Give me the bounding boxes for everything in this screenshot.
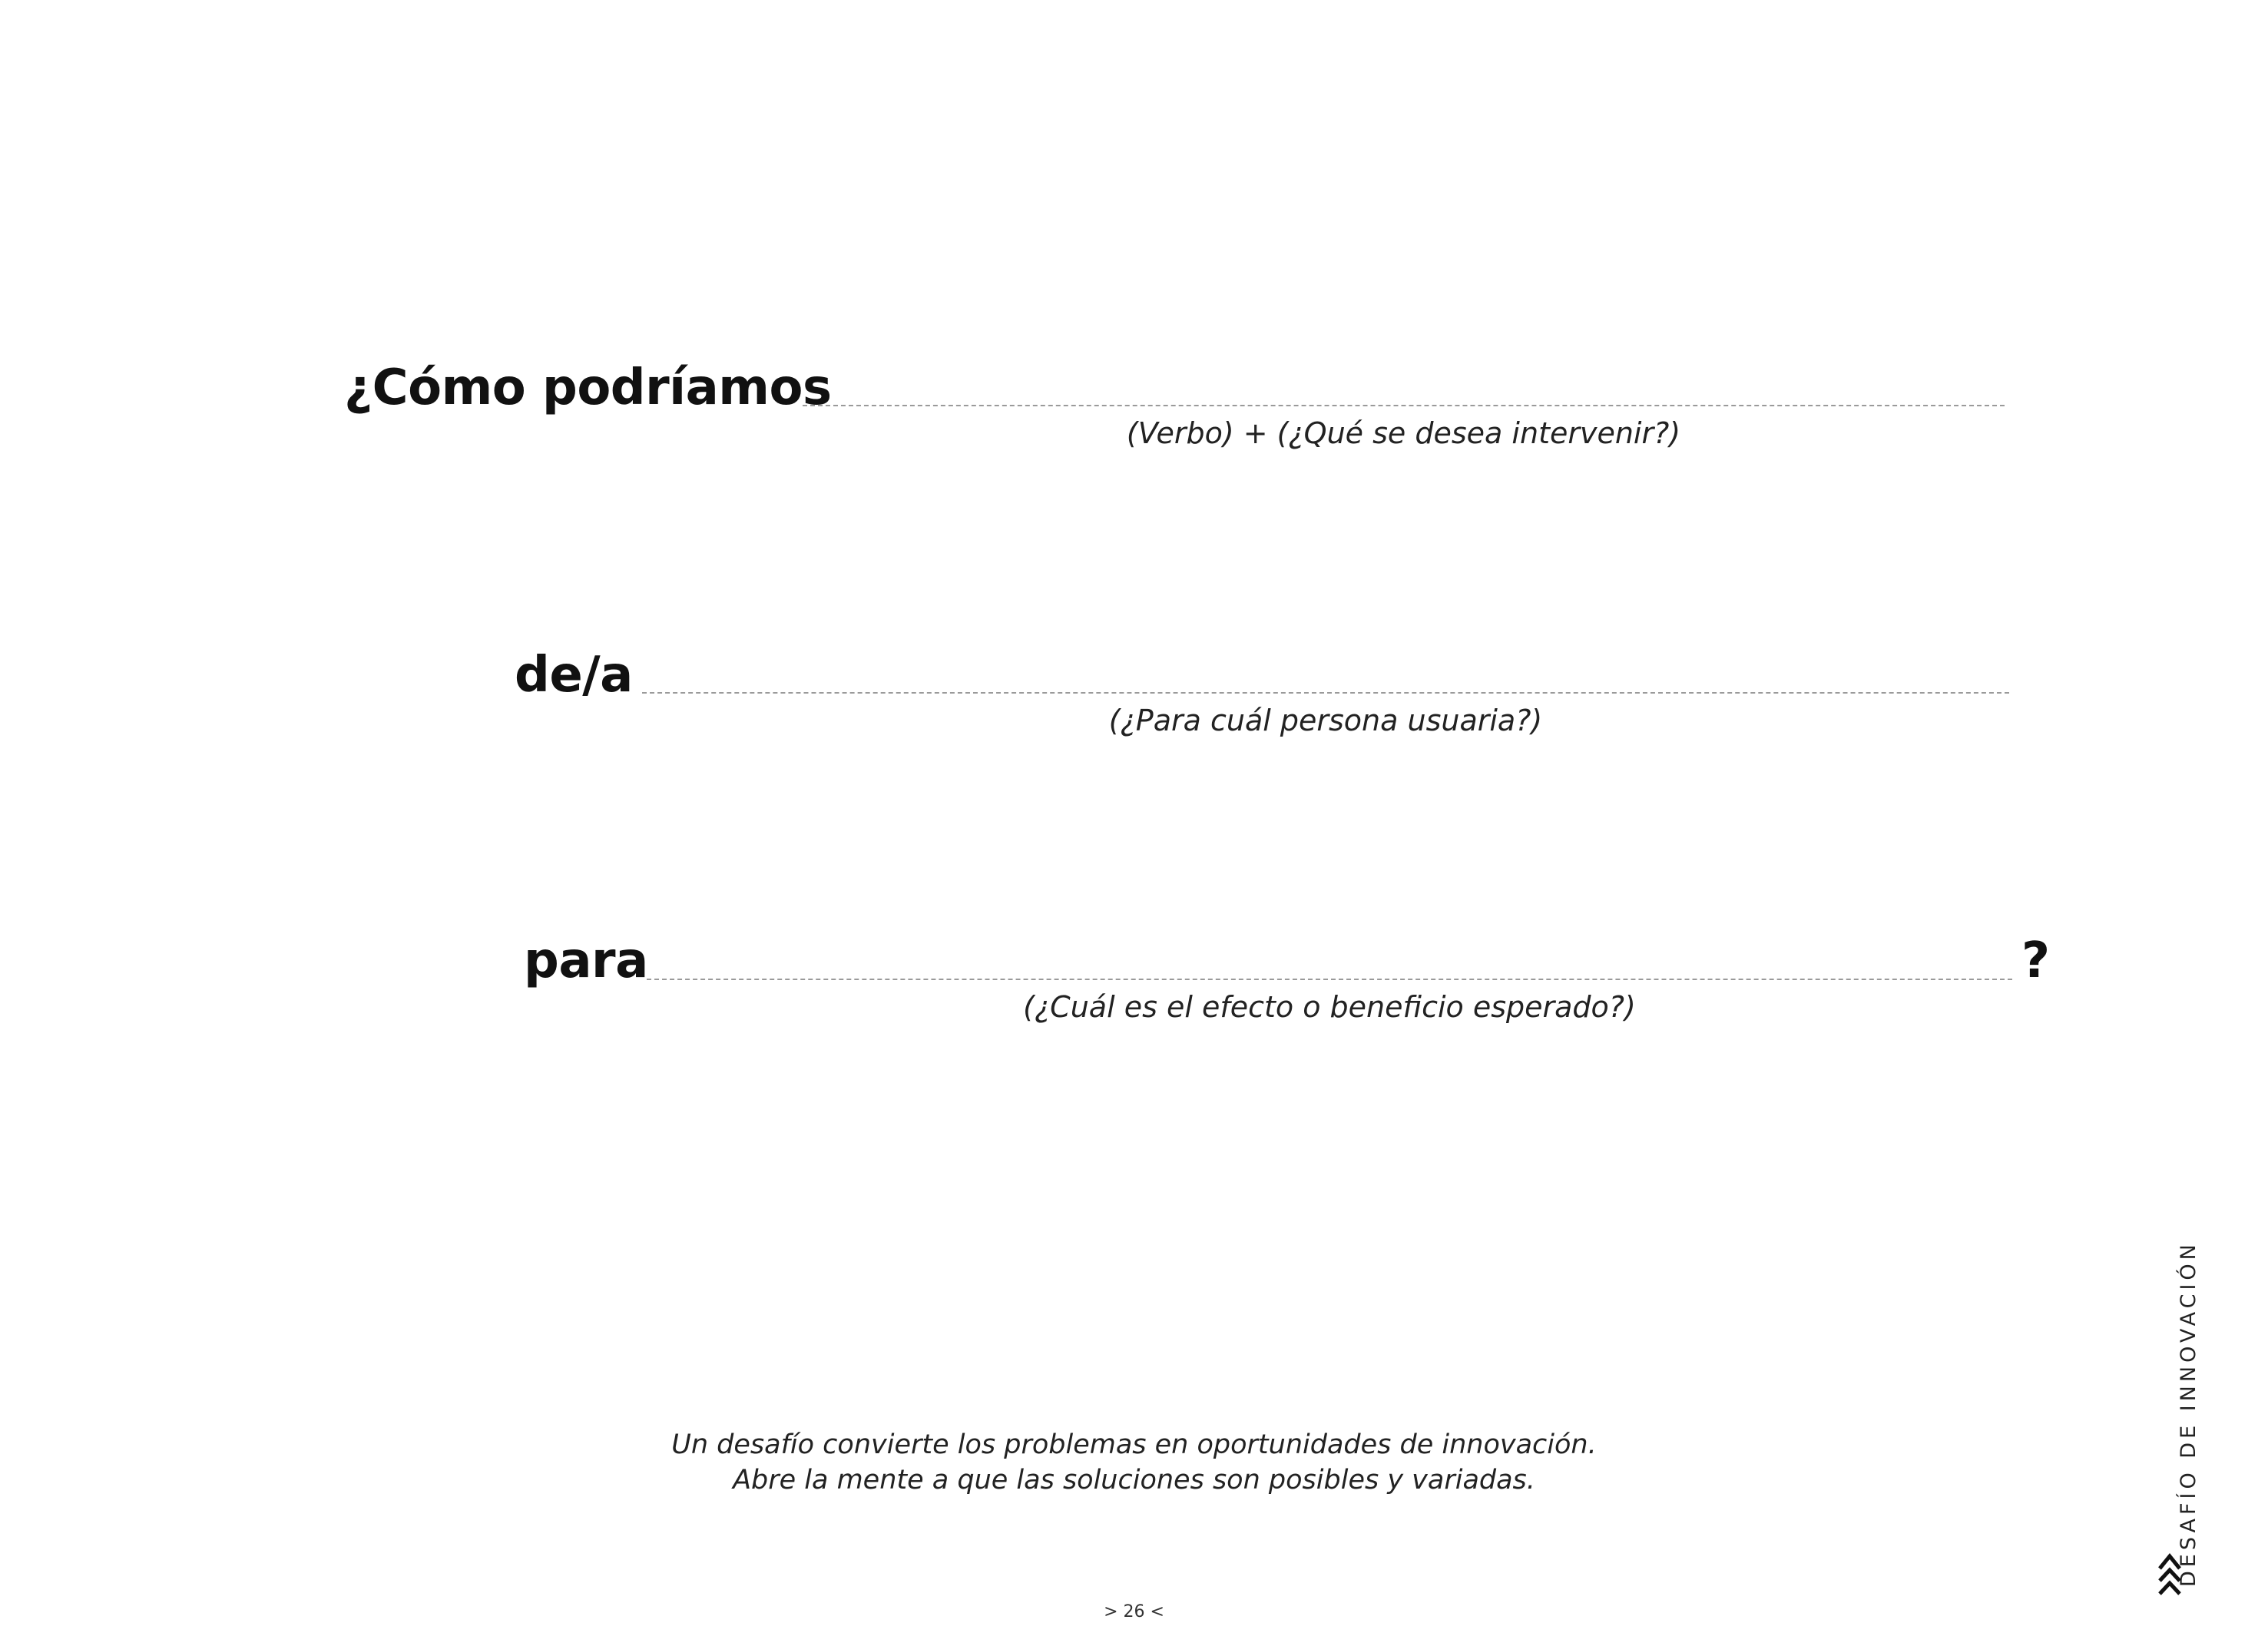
prompt-for-whom	[515, 647, 633, 704]
footer-quote-line-1: Un desafío convierte los problemas en oportunidades de innovación.	[671, 1429, 1597, 1460]
stacked-chevrons-icon	[2157, 1552, 2183, 1598]
closing-question-mark: ?	[2021, 932, 2051, 989]
prompt-label-how-might-we: ¿Cómo podríamos	[344, 359, 832, 416]
hint-user: (¿Para cuál persona usuaria?)	[1108, 704, 1543, 737]
prompt-label-for-what: para	[524, 932, 648, 989]
hint-benefit: (¿Cuál es el efecto o beneficio esperado?)	[1023, 990, 1636, 1024]
prompt-for-what	[524, 932, 648, 989]
blank-line-action[interactable]	[803, 405, 2005, 406]
blank-line-benefit[interactable]	[647, 979, 2012, 980]
prompt-label-for-whom: de/a	[515, 647, 633, 704]
page-number: > 26 <	[1104, 1602, 1164, 1621]
prompt-how-might-we	[344, 359, 832, 416]
section-title: DESAFÍO DE INNOVACIÓN	[2177, 1240, 2200, 1587]
footer-quote	[0, 1427, 2268, 1498]
footer-quote-line-2: Abre la mente a que las soluciones son posibles y variadas.	[733, 1465, 1535, 1496]
blank-line-user[interactable]	[642, 692, 2009, 694]
hint-action: (Verbo) + (¿Qué se desea intervenir?)	[1126, 416, 1681, 450]
